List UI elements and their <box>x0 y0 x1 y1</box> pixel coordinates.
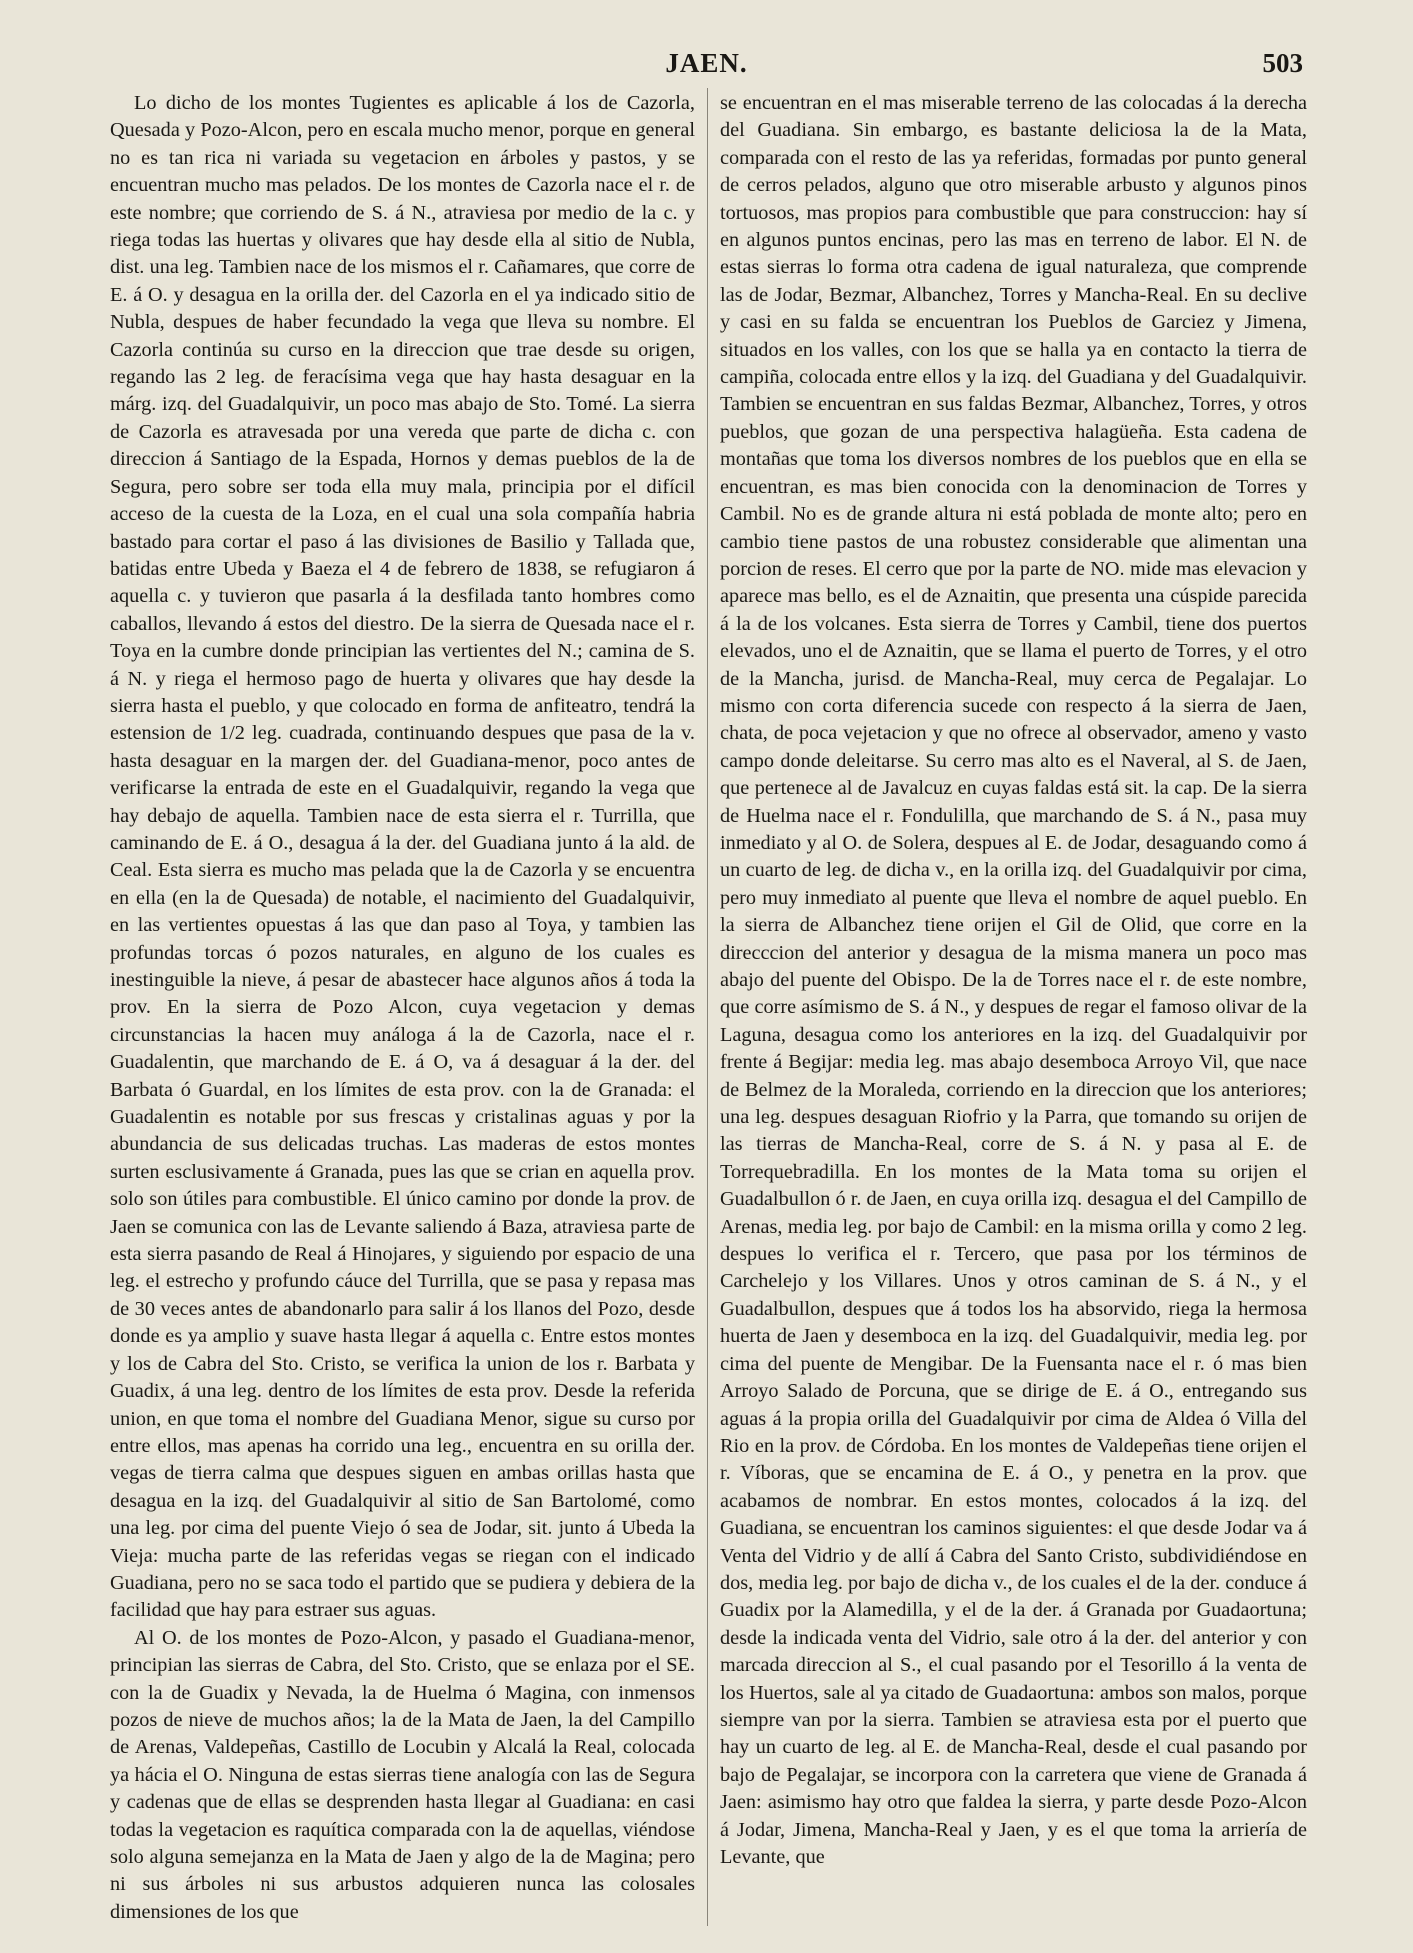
left-paragraph-2: Al O. de los montes de Pozo-Alcon, y pasado el Guadiana-menor, principian las sierras de Cabra, del Sto. Cristo, que se enlaza por el SE. con la de Guadix y Nevada, la de Huelma ó Magina, con inmensos pozos de nieve de muchos años; la de la Mata de Jaen, la del Campillo de Arenas, Valdepeñas, Castillo de Locubin y Alcalá la Real, colocada ya hácia el O. Ninguna de estas sierras tiene analogía con las de Segura y cadenas que de ellas se desprenden hasta llegar al Guadiana: en casi todas la vegetacion es raquítica comparada con la de aquellas, viéndose solo alguna semejanza en la Mata de Jaen y algo de la de Magina; pero ni sus árboles ni sus arbustos adquieren nunca las colosales dimensiones de los que <box>110 1626 695 1923</box>
right-paragraph-1: se encuentran en el mas miserable terreno de las colocadas á la derecha del Guadiana. Sin embargo, es bastante deliciosa la de la Mata, comparada con el resto de las ya referidas, formadas por punto general de cerros pelados, alguno que otro miserable arbusto y algunos pinos tortuosos, mas propios para combustible que para construccion: hay sí en algunos puntos encinas, pero las mas en terreno de labor. El N. de estas sierras lo forma otra cadena de igual naturaleza, que comprende las de Jodar, Bezmar, Albanchez, Torres y Mancha-Real. En su declive y casi en su falda se encuentran los Pueblos de Garciez y Jimena, situados en los valles, con los que se halla ya en contacto la tierra de campiña, colocada entre ellos y la izq. del Guadiana y del Guadalquivir. Tambien se encuentran en sus faldas Bezmar, Albanchez, Torres, y otros pueblos, que gozan de una perspectiva halagüeña. Esta cadena de montañas que toma los diversos nombres de los pueblos que en ella se encuentran, es mas bien conocida con la denominacion de Torres y Cambil. No es de grande altura ni está poblada de monte alto; pero en cambio tiene pastos de una robustez considerable que alimentan una porcion de reses. El cerro que por la parte de NO. mide mas elevacion y aparece mas bello, es el de Aznaitin, que presenta una cúspide parecida á la de los volcanes. Esta sierra de Torres y Cambil, tiene dos puertos elevados, uno el de Aznaitin, que se llama el puerto de Torres, y el otro de la Mancha, jurisd. de Mancha-Real, muy cerca de Pegalajar. Lo mismo con corta diferencia sucede con respecto á la sierra de Jaen, chata, de poca vejetacion y que no ofrece al observador, ameno y vasto campo donde deleitarse. Su cerro mas alto es el Naveral, al S. de Jaen, que pertenece al de Javalcuz en cuyas faldas está sit. la cap. De la sierra de Huelma nace el r. Fondulilla, que marchando de S. á N., pasa muy inmediato y al O. de Solera, despues al E. de Jodar, desaguando como á un cuarto de leg. de dicha v., en la orilla izq. del Guadalquivir por cima, pero muy inmediato al puente que lleva el nombre de aquel pueblo. En la sierra de Albanchez tiene orijen el Gil de Olid, que corre en la direcccion del anterior y desagua de la misma manera un poco mas abajo del puente del Obispo. De la de Torres nace el r. de este nombre, que corre asímismo de S. á N., y despues de regar el famoso olivar de la Laguna, desagua como los anteriores en la izq. del Guadalquivir por frente á Begijar: media leg. mas abajo desemboca Arroyo Vil, que nace de Belmez de la Moraleda, corriendo en la direccion que los anteriores; una leg. despues desaguan Riofrio y la Parra, que tomando su orijen de las tierras de Mancha-Real, corre de S. á N. y pasa al E. de Torrequebradilla. En los montes de la Mata toma su orijen el Guadalbullon ó r. de Jaen, en cuya orilla izq. desagua el del Campillo de Arenas, media leg. por bajo de Cambil: en la misma orilla y como 2 leg. despues lo verifica el r. Tercero, que pasa por los términos de Carchelejo y los Villares. Unos y otros caminan de S. á N., y el Guadalbullon, despues que á todos los ha absorvido, riega la hermosa huerta de Jaen y desemboca en la izq. del Guadalquivir, media leg. por cima del puente de Mengibar. De la Fuensanta nace el r. ó mas bien Arroyo Salado de Porcuna, que se dirige de E. á O., entregando sus aguas á la propia orilla del Guadalquivir por cima de Aldea ó Villa del Rio en la prov. de Córdoba. En los montes de Valdepeñas tiene orijen el r. Víboras, que se encamina de E. á O., y penetra en la prov. que acabamos de nombrar. En estos montes, colocados á la izq. del Guadiana, se encuentran los caminos siguientes: el que desde Jodar va á Venta del Vidrio y de allí á Cabra del Santo Cristo, subdividiéndose en dos, media leg. por bajo de dicha v., de los cuales el de la der. conduce á Guadix por la Alamedilla, y el de la der. á Granada por Guadaortuna; desde la indicada venta del Vidrio, sale otro á la der. del anterior y con marcada direccion al S., el cual pasando por el Tesorillo á la venta de los Huertos, sale al ya citado de Guadaortuna: ambos son malos, porque siempre van por la sierra. Tambien se atraviesa esta por el puerto que hay un cuarto de leg. al E. de Mancha-Real, desde el cual pasando por bajo de Pegalajar, se incorpora con la carretera que viene de Granada á Jaen: asimismo hay otro que faldea la sierra, y parte desde Pozo-Alcon á Jodar, Jimena, Mancha-Real y Jaen, y es el que toma la arriería de Levante, que <box>720 92 1307 1868</box>
page-header <box>110 48 1303 84</box>
column-divider <box>707 88 708 1926</box>
left-paragraph-1: Lo dicho de los montes Tugientes es aplicable á los de Cazorla, Quesada y Pozo-Alcon, pero en escala mucho menor, porque en general no es tan rica ni variada su vegetacion en árboles y pastos, y se encuentran mucho mas pelados. De los montes de Cazorla nace el r. de este nombre; que corriendo de S. á N., atraviesa por medio de la c. y riega todas las huertas y olivares que hay desde ella al sitio de Nubla, dist. una leg. Tambien nace de los mismos el r. Cañamares, que corre de E. á O. y desagua en la orilla der. del Cazorla en el ya indicado sitio de Nubla, despues de haber fecundado la vega que lleva su nombre. El Cazorla continúa su curso en la direccion que trae desde su origen, regando las 2 leg. de feracísima vega que hay hasta desaguar en la márg. izq. del Guadalquivir, un poco mas abajo de Sto. Tomé. La sierra de Cazorla es atravesada por una vereda que parte de dicha c. con direccion á Santiago de la Espada, Hornos y demas pueblos de la de Segura, pero sobre ser toda ella muy mala, principia por el difícil acceso de la cuesta de la Loza, en el cual una sola compañía habria bastado para cortar el paso á las divisiones de Basilio y Tallada que, batidas entre Ubeda y Baeza el 4 de febrero de 1838, se refugiaron á aquella c. y tuvieron que pasarla á la desfilada tanto hombres como caballos, llevando á estos del diestro. De la sierra de Quesada nace el r. Toya en la cumbre donde principian las vertientes del N.; camina de S. á N. y riega el hermoso pago de huerta y olivares que hay desde la sierra hasta el pueblo, y que colocado en forma de anfiteatro, tendrá la estension de 1/2 leg. cuadrada, continuando despues que pasa de la v. hasta desaguar en la margen der. del Guadiana-menor, poco antes de verificarse la entrada de este en el Guadalquivir, regando la vega que hay debajo de aquella. Tambien nace de esta sierra el r. Turrilla, que caminando de E. á O., desagua á la der. del Guadiana junto á la ald. de Ceal. Esta sierra es mucho mas pelada que la de Cazorla y se encuentra en ella (en la de Quesada) de notable, el nacimiento del Guadalquivir, en las vertientes opuestas á las que dan paso al Toya, y tambien las profundas torcas ó pozos naturales, en alguno de los cuales es inestinguible la nieve, á pesar de abastecer hace algunos años á toda la prov. En la sierra de Pozo Alcon, cuya vegetacion y demas circunstancias la hacen muy análoga á la de Cazorla, nace el r. Guadalentin, que marchando de E. á O, va á desaguar á la der. del Barbata ó Guardal, en los límites de esta prov. con la de Granada: el Guadalentin es notable por sus frescas y cristalinas aguas y por la abundancia de sus delicadas truchas. Las maderas de estos montes surten esclusivamente á Granada, pues las que se crian en aquella prov. solo son útiles para combustible. El único camino por donde la prov. de Jaen se comunica con las de Levante saliendo á Baza, atraviesa parte de esta sierra pasando de Real á Hinojares, y siguiendo por espacio de una leg. el estrecho y profundo cáuce del Turrilla, que se pasa y repasa mas de 30 veces antes de abandonarlo para salir á los llanos del Pozo, desde donde es ya amplio y suave hasta llegar á aquella c. Entre estos montes y los de Cabra del Sto. Cristo, se verifica la union de los r. Barbata y Guadix, á una leg. dentro de los límites de esta prov. Desde la referida union, en que toma el nombre del Guadiana Menor, sigue su curso por entre ellos, mas apenas ha corrido una leg., encuentra en su orilla der. vegas de tierra calma que despues siguen en ambas orillas hasta que desagua en la izq. del Guadalquivir al sitio de San Bartolomé, como una leg. por cima del puente Viejo ó sea de Jodar, sit. junto á Ubeda la Vieja: mucha parte de las referidas vegas se riegan con el indicado Guadiana, pero no se saca todo el partido que se pudiera y debiera de la facilidad que hay para estraer sus aguas. <box>110 92 695 1622</box>
page-number: 503 <box>1262 48 1303 78</box>
left-column <box>110 90 695 1930</box>
running-title: JAEN. <box>665 48 748 78</box>
right-column <box>720 90 1307 1930</box>
